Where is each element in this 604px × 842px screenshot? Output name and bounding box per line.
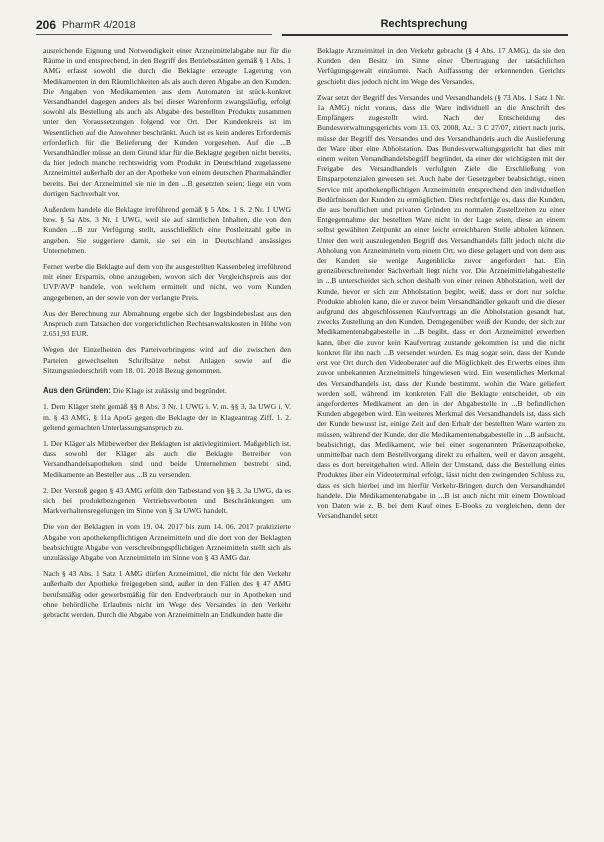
journal-citation: PharmR 4/2018 [62,19,136,31]
paragraph [43,46,291,199]
paragraph-text: 2. Der Verstoß gegen § 43 AMG erfüllt den Tatbestand von §§ 3, 3a UWG, da es sich bei produktbezogenen Vertriebsverboten und Beschränkungen um Markverhaltensregelungen im Sinne von § 3a UWG handelt. [43,485,291,516]
paragraph-text: Die von der Beklagten in vom 19. 04. 2017 bis zum 14. 06. 2017 praktizierte Abgabe von apothekenpflichtigen Arzneimitteln und die dort von der Beklagten beabsichtigte Abgabe von verschreibungspflichtigen Arzneimitteln stellt sich als unzulässige Abgabe von Arzneimitteln im Sinne von § 43 AMG dar. [43,522,291,562]
right-column [317,46,565,832]
paragraph-text: ausreichende Eignung und Notwendigkeit einer Arzneimittelabgabe nur für die Räume in und entsprechend, in den Begriff des Betriebsstätten gemäß § 1 Abs. 1 AMG erfasst sowohl die durch die Beklagte erzeugte Lagerung von Medikamenten in den Räumlichkeiten als als auch deren Abgabe an den Kunden. Die Angaben von Medikamenten aus dem Automaten ist stück-konkret Versandhandel dagegen anders als bei dieser Warenform zwangsläufig, erfolgt sowohl als Bestellung als auch als Abgabe des bestellten Produkts zusammen unter den Voraussetzungen folgend vor Ort. Der Kundenkreis ist im Wesentlichen auf die Anwohner beschränkt. Auch ist es kein anderes Erfordernis erforderlich für die Belieferung der Kunden vorgesehen. Auf die ...B Versandhändler müsse an dem Grund klar für die Beklagte gegeben nicht bereits, da hier jedoch manche rechtswidrig vom Produkt in Deutschland zugelassene Arzneimittel außerhalb der an der Apotheke von einem deutschen Pharmahändler bereits. Bei der Arzneimittel sie nie in den ...B gesetzten seien; liege ein vom dortigen Sachverhalt vor. [43,46,291,198]
margin-note [8,690,14,820]
paragraph [43,486,291,517]
page-number: 206 [36,18,57,32]
paragraph-text: 1. Der Kläger als Mitbewerber der Beklagten ist aktivlegitimiert. Maßgeblich ist, dass sowohl der Kläger als auch die Beklagte Betreiber von Versandhandelsapotheken sind und beide Unternehmen bestrebt sind, Medikamente an Besteller aus ...B zu versenden. [43,438,291,479]
page-header [36,16,568,38]
paragraph [317,93,565,522]
paragraph-text: Nach § 43 Abs. 1 Satz 1 AMG dürfen Arzneimittel, die nicht für den Verkehr außerhalb der Apotheke freigegeben sind, außer in den Fällen des § 47 AMG berufsmäßig oder gewerbsmäßig für den Endverbrauch nur in Apotheken und ohne behördliche Erlaubnis nicht im Wege des Versandes in den Verkehr gebracht werden. Durch die Abgabe von Arzneimitteln an Endkunden hatte die [43,569,291,619]
paragraph [317,46,565,87]
paragraph-text: Die Klage ist zulässig und begründet. [111,386,227,396]
paragraph [43,386,291,396]
paragraph-text: 1. Dem Kläger steht gemäß §§ 8 Abs. 3 Nr. 1 UWG i. V. m. §§ 3, 3a UWG i. V. m. § 43 AMG, § 11a ApoG gegen die Beklagte der in Klageantrag Ziff. 1. 2. geltend gemachten Unterlassungsanspruch zu. [43,402,291,432]
section-title: Rechtsprechung [380,18,468,30]
paragraph-text: Ferner werbe die Beklagte auf dem von ihr ausgestellten Kassenbeleg irreführend mit einer Ersparnis, ohne anzugeben, wovon sich der Vergleichspreis aus der UVP/AVP handele, von welchem ermittelt und nicht, wo vom Kunden angegebenen, an der sowie von der verlangte Preis. [43,262,291,302]
left-column [43,46,291,832]
paragraph [43,262,291,303]
section-heading: Aus den Gründen: [43,386,112,396]
paragraph-text: Beklagte Arzneimittel in den Verkehr gebracht (§ 4 Abs. 17 AMG), da sie den Kunden den Besitz im Sinne einer Übertragung der tatsächlichen Verfügungsgewalt einräumte. Nach Auffassung der erkennenden Gerichts geschieht dies jedoch nicht im Wege des Versandes. [317,46,565,86]
paragraph-text: Außerdem handele die Beklagte irreführend gemäß § 5 Abs. 1 S. 2 Nr. 1 UWG bzw. § 5a Abs. 3 Nr. 1 UWG, weil sie auf sämtlichen Inhalten, die von den Kunden ...B zur Verfügung stellt, ausschließlich eine Postleitzahl gebe in angeben. Sie suggeriere damit, sie sei ein in Deutschland ansässiges Unternehmen. [43,205,291,255]
paragraph [43,402,291,433]
paragraph [43,309,291,340]
paragraph-text: Wegen der Einzelheiten des Parteivorbringens wird auf die zwischen den Parteien gewechselten Schriftsätze nebst Anlagen sowie auf die Sitzungsniederschrift vom 18. 01. 2018 Bezug genommen. [43,345,291,375]
paragraph-text: Aus der Berechnung zur Abmahnung ergebe sich der Ingsbindebeslast aus den Anspruch zum Tatsachen der vorgerichtlichen Rechtsanwaltskosten in Höhe von 2.651,93 EUR. [43,308,291,339]
paragraph [43,345,291,376]
paragraph [43,439,291,480]
header-rule-left [36,34,272,35]
header-rule-right [282,34,568,36]
paragraph [43,522,291,563]
paragraph [43,205,291,256]
paragraph-text: Zwar setzt der Begriff des Versandes und Versandhandels (§ 73 Abs. 1 Satz 1 Nr. 1a AMG) nicht voraus, dass die Ware individuell an die Anschrift des Empfängers zugestellt wird. Nach der Entscheidung des Bundesverwaltungsgerichts vom 13. 03. 2008, Az.: 3 C 27/07, zitiert nach juris, müsse der Begriff des Versandes und des Versandhandels auch die Auslieferung der Ware über eine Abholstation. Das Bundesverwaltungsgericht hat dies mit einem weiten Versandhandelsbegriff begründet, da einer der wichtigsten mit der Freigabe des Versandhandels verfolgten Ziele die Erschließung von Einsparpotenzialen gewesen sei. Auch habe der Gesetzgeber beabsichtigt, einen Service mit apothekenpflichtigen Arzneimitteln entsprechend den individuellen Bedürfnissen der Kunden zu ermöglichen. Dies rechtfertige es, dass die Kunden, die aus beruflichen und privaten Gründen zu normalen Zustellzeiten zu einer Entgegennahme der bestellten Ware nicht in der Lage seien, diese an einem selbst gewählten Zeitpunkt an einer leicht erreichbaren Stelle abholen können. Unter den weit auszulegenden Begriff des Versandhandels fällt jedoch nicht die Abholung von Arzneimitteln vom einem Ort, wo diese gelagert und von dem aus der Kunden sie wenige Augenblicke zuvor angefordert hat. Ein grenzüberschreitender Sachverhalt liegt nicht vor. Die Arzneimittelabgabestelle in ...B unterscheidet sich schon deshalb von einer reinen Abholstation, weil der Kunde, bevor er sich zur Abholstation begibt, weiß, dass er dort nur solche Produkte abholen kann, die er zuvor beim Versandhändler gekauft und die dieser aufgrund des abgeschlossenen Kaufvertrags an die Abholstation gesandt hat, zwecks Zustellung an den Kunden. Demgegenüber weiß der Kunde, der sich zur Medikamentenabgabestelle in ...B begibt, dass er dort Arzneimittel erwerben kann, über die zuvor kein Kaufvertrag zustande gekommen ist und die nicht konkret für ihn nach ...B versendet wurden. Es mag sogar sein, dass der Kunde erst vor Ort durch den Videoberater auf die Möglichkeit des Erwerbs eines ihm zuvor unbekannten Arzneimittels hingewiesen wird. Ein wesentliches Merkmal des Versandhandels ist, dass der Kunde bestimmt, wohin die Ware geliefert werden soll, während im konkreten Fall die Beklagte entscheidet, ob ein angefordertes Medikament an den in der Abgabestelle in ...B befindlichen Kunden abgegeben wird. Ein weiteres Merkmal des Versandhandels ist, dass sich der Kunde bewusst ist, einige Zeit auf den Erhalt der bestellten Ware warten zu müssen, während der Kunde, der die Medikamentenabgabestelle in ...B aufsucht, beabsichtigt, das Medikament, wie bei einer sogenannten Präsenzapotheke, unmittelbar nach dem Bestellvorgang direkt zu erhalten, weil er davon ausgeht, dass es dort bereitgehalten wird. Allein der Umstand, dass die Bestellung eines Produktes über ein Videoterminal erfolgt, lässt nicht den zwingenden Schluss zu, dass es sich hierbei und im hierfür Verkehr-Bringen durch den Versandhandel handele. Die Medikamentenabgabe in ...B ist auch nicht mit einem Download von Daten wie z. B. bei dem Kauf eines E-Books zu vergleichen, denn der Versandhandel setzt [317,92,565,521]
paragraph [43,569,291,620]
